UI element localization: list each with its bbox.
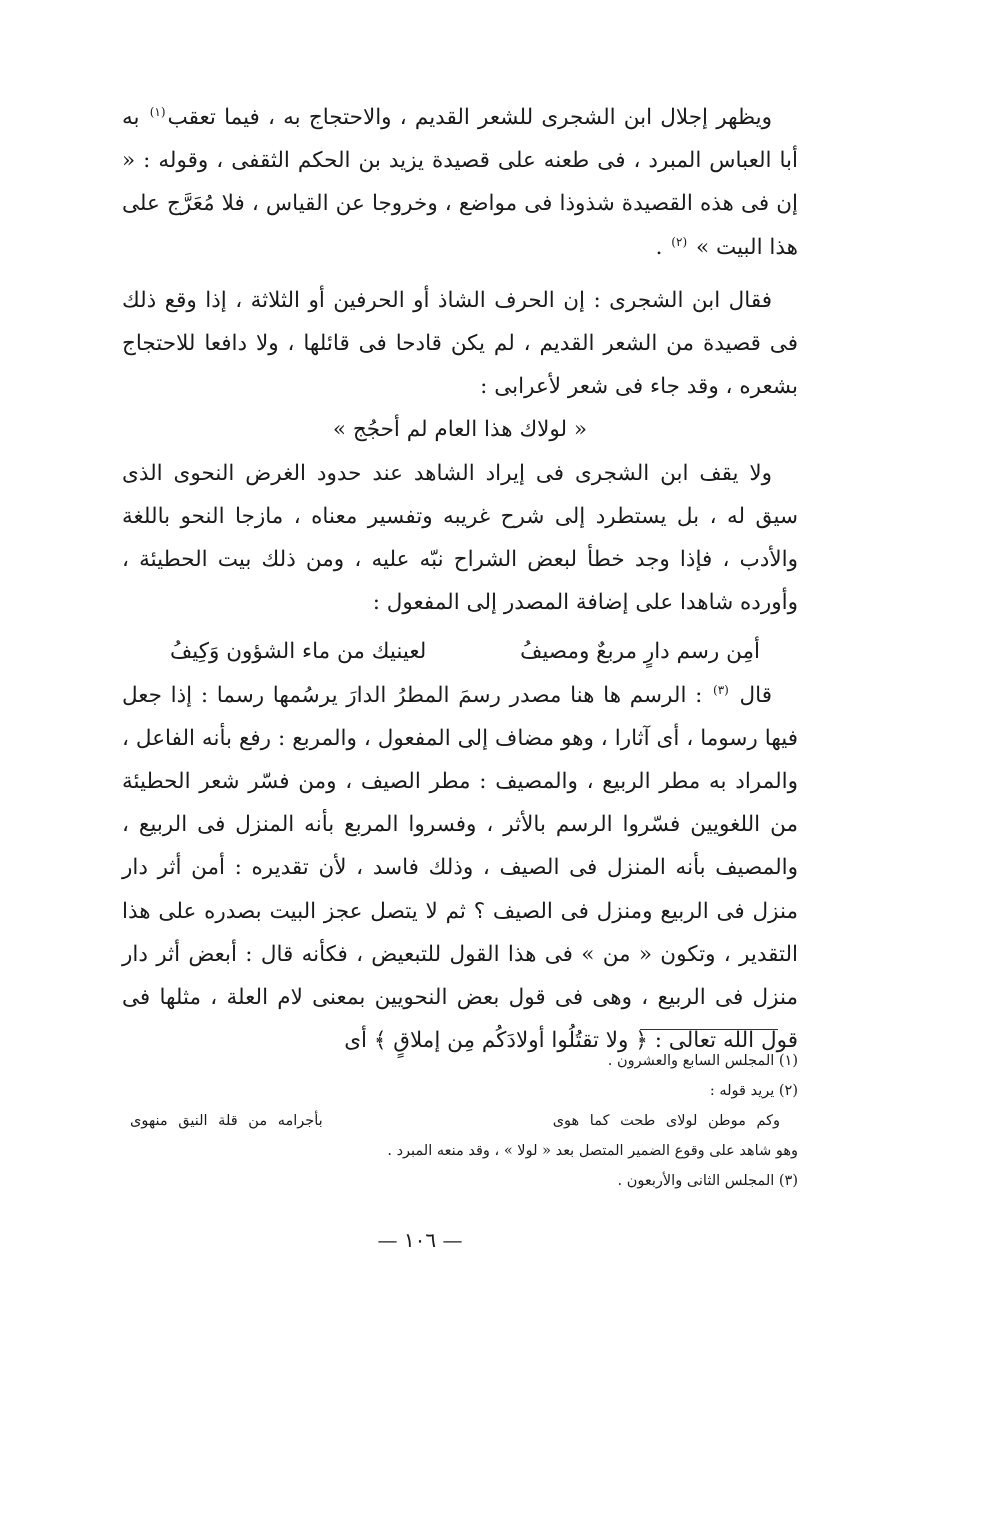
paragraph-4 (122, 674, 798, 1063)
footnote-ref-1[interactable]: (١) (149, 105, 166, 119)
paragraph-4-text: : الرسم ها هنا مصدر رسمَ المطرُ الدارَ يرسُمها رسما : إذا جعل فيها رسوما ، أى آثارا ، وهو مضاف إلى المفعول ، والمربع : رفع بأنه الفاعل ، والمراد به مطر الربيع ، والمصيف : مطر الصيف ، ومن فسّر شعر الحطيئة من اللغويين فسّروا الرسم بالأثر ، وفسروا المربع بأنه المنزل فى الربيع ، والمصيف بأنه المنزل فى الصيف ، وذلك فاسد ، لأن تقديره : أمن أثر دار منزل فى الربيع ومنزل فى الصيف ؟ ثم لا يتصل عجز البيت بصدره على هذا التقدير ، وتكون « من » فى هذا القول للتبعيض ، فكأنه قال : أبعض أثر دار منزل فى الربيع ، وهى فى قول بعض النحويين بمعنى لام العلة ، مثلها فى قول الله تعالى : ﴿ ولا تقتُلُوا أولادَكُم مِن إملاقٍ ﴾ أى (122, 682, 798, 1054)
paragraph-1-continuation: به أبا العباس المبرد ، فى طعنه على قصيدة يزيد بن الحكم الثقفى ، وقوله : « إن فى هذه القصيدة شذوذا فى مواضع ، وخروجا عن القياس ، فلا مُعَرَّج على هذا البيت » (122, 105, 798, 260)
paragraph-3: ولا يقف ابن الشجرى فى إيراد الشاهد عند حدود الغرض النحوى الذى سيق له ، بل يستطرد إلى شرح غريبه وتفسير معناه ، مازجا النحو باللغة والأدب ، فإذا وجد خطأ لبعض الشراح نبّه عليه ، ومن ذلك بيت الحطيئة ، وأورده شاهدا على إضافة المصدر إلى المفعول : (122, 460, 798, 616)
verse-hutaya (122, 630, 798, 673)
page-number: — ١٠٦ — (377, 1228, 463, 1252)
half-verse: « لولاك هذا العام لم أحجُج » (332, 417, 588, 443)
paragraph-1 (122, 96, 798, 269)
footnote-3: (٣) المجلس الثانى والأربعون . (617, 1173, 798, 1189)
footnote-2: (٢) يريد قوله : (709, 1083, 798, 1099)
footnote-2-verse-first: وكم موطن لولاى طحت كما هوى (552, 1113, 780, 1129)
footnote-ref-2[interactable]: (٢) (671, 234, 688, 249)
footnote-2-verse-second: بأجرامه من قلة النيق منهوى (130, 1113, 323, 1129)
verse-first-hemistich: أمِن رسم دارٍ مربعٌ ومصيفُ (520, 639, 760, 665)
paragraph-1-end: . (655, 234, 663, 260)
footnote-ref-3[interactable]: (٣) (713, 682, 729, 697)
footnote-separator (640, 1029, 778, 1030)
paragraph-2: فقال ابن الشجرى : إن الحرف الشاذ أو الحرفين أو الثلاثة ، إذا وقع ذلك فى قصيدة من الشعر القديم ، لم يكن قادحا فى قائلها ، ولا دافعا للاحتجاج بشعره ، وقد جاء فى شعر لأعرابى : (122, 287, 798, 400)
footnote-2-note: وهو شاهد على وقوع الضمير المتصل بعد « لولا » ، وقد منعه المبرد . (387, 1143, 798, 1159)
main-text (122, 96, 798, 1062)
paragraph-1-text: ويظهر إجلال ابن الشجرى للشعر القديم ، والاحتجاج به ، فيما تعقب (167, 105, 772, 130)
footnote-1: (١) المجلس السابع والعشرون . (607, 1053, 798, 1069)
verse-second-hemistich: لعينيك من ماء الشؤون وَكِيفُ (170, 639, 427, 665)
footnote-2-verse (130, 1106, 798, 1136)
footnotes (130, 1046, 798, 1196)
paragraph-4-lead: قال (739, 682, 772, 708)
